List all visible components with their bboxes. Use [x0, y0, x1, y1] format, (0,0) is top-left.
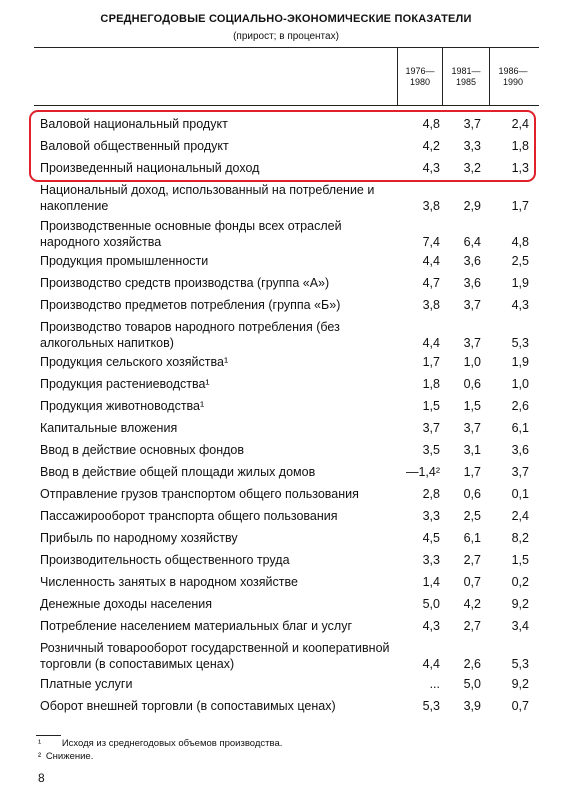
row-value: 2,5 [463, 509, 481, 523]
row-label: Производство товаров народного потребления (без алкогольных напитков) [40, 320, 340, 350]
row-value: 4,5 [422, 531, 440, 545]
row-value: 6,4 [463, 235, 481, 249]
row-label: Производство средств производства (группа «А») [40, 276, 330, 290]
row-value: 4,4 [422, 254, 440, 268]
row-value: 2,6 [463, 657, 481, 671]
row-label: Производственные основные фонды всех отраслей народного хозяйства [40, 219, 342, 249]
row-value: 4,3 [422, 619, 440, 633]
row-value: 0,2 [511, 575, 529, 589]
row-value: 1,3 [511, 161, 529, 175]
row-label: Численность занятых в народном хозяйстве [40, 575, 298, 589]
row-label: Потребление населением материальных благ и услуг [40, 619, 352, 633]
row-label: Отправление грузов транспортом общего пользования [40, 487, 359, 501]
row-value: 3,3 [422, 509, 440, 523]
row-value: 5,0 [463, 677, 481, 691]
row-value: 1,5 [511, 553, 529, 567]
row-value: 4,7 [422, 276, 440, 290]
row-value: 0,7 [463, 575, 481, 589]
footnote-text: Снижение. [45, 751, 94, 762]
row-value: 4,8 [511, 235, 529, 249]
row-value: 5,3 [511, 657, 529, 671]
row-value: 1,9 [511, 355, 529, 369]
row-label: Производство предметов потребления (группа «Б») [40, 298, 341, 312]
row-value: 1,4 [422, 575, 440, 589]
row-value: —1,4² [405, 465, 440, 479]
footnote-1 [38, 738, 282, 749]
row-value: 3,3 [422, 553, 440, 567]
row-value: 1,5 [422, 399, 440, 413]
footnote-mark: ² [38, 751, 42, 762]
row-label: Капитальные вложения [40, 421, 178, 435]
row-value: 3,7 [422, 421, 440, 435]
row-value: 3,7 [463, 117, 481, 131]
row-value: 3,1 [463, 443, 481, 457]
row-label: Валовой общественный продукт [40, 139, 229, 153]
row-label: Пассажирооборот транспорта общего пользования [40, 509, 338, 523]
column-divider [442, 47, 443, 106]
row-value: 2,7 [463, 619, 481, 633]
row-label: Валовой национальный продукт [40, 117, 228, 131]
row-value: 2,9 [463, 199, 481, 213]
row-value: 6,1 [511, 421, 529, 435]
row-value: 9,2 [511, 597, 529, 611]
row-label: Продукция растениеводства¹ [40, 377, 210, 391]
row-value: 1,5 [463, 399, 481, 413]
row-value: 3,6 [511, 443, 529, 457]
row-label: Оборот внешней торговли (в сопоставимых ценах) [40, 699, 336, 713]
row-value: 1,7 [422, 355, 440, 369]
row-label: Производительность общественного труда [40, 553, 290, 567]
table-top-rule [34, 47, 539, 48]
row-value: 1,9 [511, 276, 529, 290]
row-value: 3,4 [511, 619, 529, 633]
row-value: 1,8 [511, 139, 529, 153]
row-value: 2,7 [463, 553, 481, 567]
row-label: Платные услуги [40, 677, 133, 691]
page-number: 8 [38, 771, 45, 785]
row-label: Прибыль по народному хозяйству [40, 531, 238, 545]
row-label: Продукция сельского хозяйства¹ [40, 355, 229, 369]
row-value: 2,5 [511, 254, 529, 268]
row-value: 7,4 [422, 235, 440, 249]
row-label: Ввод в действие общей площади жилых домов [40, 465, 316, 479]
row-label: Розничный товарооборот государственной и кооперативной торговли (в сопоставимых ценах) [40, 641, 390, 671]
row-value: 4,3 [511, 298, 529, 312]
row-value: ... [429, 677, 440, 691]
row-label: Произведенный национальный доход [40, 161, 260, 175]
row-value: 4,4 [422, 657, 440, 671]
footnote-2 [38, 751, 93, 762]
row-value: 0,6 [463, 377, 481, 391]
page-title: СРЕДНЕГОДОВЫЕ СОЦИАЛЬНО-ЭКОНОМИЧЕСКИЕ ПОКАЗАТЕЛИ [100, 13, 472, 25]
row-value: 4,2 [463, 597, 481, 611]
column-header-1976-1980: 1976— 1980 [405, 66, 435, 87]
row-value: 9,2 [511, 677, 529, 691]
row-value: 4,2 [422, 139, 440, 153]
row-value: 3,6 [463, 254, 481, 268]
row-value: 1,0 [511, 377, 529, 391]
row-value: 2,8 [422, 487, 440, 501]
table-header-rule [34, 105, 539, 106]
row-value: 4,3 [422, 161, 440, 175]
row-value: 1,8 [422, 377, 440, 391]
column-divider [397, 47, 398, 106]
row-value: 4,4 [422, 336, 440, 350]
row-value: 5,0 [422, 597, 440, 611]
row-value: 2,4 [511, 117, 529, 131]
row-value: 3,8 [422, 298, 440, 312]
footnote-text: Исходя из среднегодовых объемов производства. [61, 738, 283, 749]
row-label: Национальный доход, использованный на потребление и накопление [40, 183, 375, 213]
row-label: Продукция животноводства¹ [40, 399, 205, 413]
row-value: 5,3 [511, 336, 529, 350]
row-value: 2,4 [511, 509, 529, 523]
row-value: 0,7 [511, 699, 529, 713]
row-value: 1,7 [463, 465, 481, 479]
row-value: 3,6 [463, 276, 481, 290]
row-value: 3,5 [422, 443, 440, 457]
row-value: 1,7 [511, 199, 529, 213]
row-value: 0,1 [511, 487, 529, 501]
footnote-mark: ¹ [38, 738, 42, 749]
row-value: 4,8 [422, 117, 440, 131]
row-value: 3,7 [463, 298, 481, 312]
row-value: 1,0 [463, 355, 481, 369]
row-value: 3,3 [463, 139, 481, 153]
page-subtitle: (прирост; в процентах) [233, 31, 339, 42]
row-value: 8,2 [511, 531, 529, 545]
row-value: 3,9 [463, 699, 481, 713]
column-divider [489, 47, 490, 106]
row-value: 5,3 [422, 699, 440, 713]
row-value: 2,6 [511, 399, 529, 413]
row-value: 3,8 [422, 199, 440, 213]
column-header-1981-1985: 1981— 1985 [451, 66, 481, 87]
row-value: 3,2 [463, 161, 481, 175]
column-header-1986-1990: 1986— 1990 [498, 66, 528, 87]
footnote-rule [36, 735, 61, 736]
row-label: Продукция промышленности [40, 254, 209, 268]
row-value: 3,7 [511, 465, 529, 479]
row-label: Ввод в действие основных фондов [40, 443, 244, 457]
row-value: 3,7 [463, 421, 481, 435]
row-value: 0,6 [463, 487, 481, 501]
row-value: 6,1 [463, 531, 481, 545]
row-value: 3,7 [463, 336, 481, 350]
row-label: Денежные доходы населения [40, 597, 212, 611]
